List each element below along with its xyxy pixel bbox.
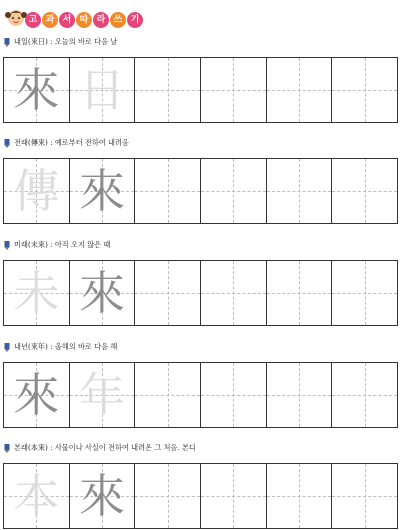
guide-line-horizontal [267, 191, 332, 192]
practice-section [0, 239, 400, 327]
tracing-character: 日 [79, 63, 125, 117]
guide-line-horizontal [201, 191, 266, 192]
logo-title-char: 서 [59, 12, 75, 28]
writing-cell[interactable] [201, 363, 267, 427]
pencil-icon [4, 139, 10, 148]
logo-title-char: 라 [93, 12, 109, 28]
model-character: 來 [13, 63, 60, 117]
guide-line-horizontal [135, 395, 200, 396]
writing-cell[interactable] [332, 261, 397, 325]
writing-cell[interactable] [332, 58, 397, 122]
writing-cell[interactable] [4, 464, 70, 528]
tracing-character: 本 [13, 469, 60, 523]
tracing-character: 傳 [13, 164, 60, 218]
writing-cell[interactable] [70, 58, 136, 122]
practice-section [0, 341, 400, 429]
guide-line-horizontal [267, 293, 332, 294]
writing-cell[interactable] [332, 159, 397, 223]
writing-cell[interactable] [201, 261, 267, 325]
guide-line-horizontal [332, 293, 397, 294]
writing-cell[interactable] [267, 261, 333, 325]
guide-line-horizontal [135, 293, 200, 294]
model-character: 來 [79, 469, 125, 523]
writing-cell[interactable] [267, 464, 333, 528]
pencil-icon [4, 241, 10, 250]
writing-cell[interactable] [135, 159, 201, 223]
guide-line-horizontal [267, 90, 332, 91]
guide-line-horizontal [267, 395, 332, 396]
writing-cell[interactable] [135, 464, 201, 528]
practice-section [0, 137, 400, 225]
writing-cell[interactable] [70, 159, 136, 223]
writing-cell[interactable] [267, 363, 333, 427]
writing-cell[interactable] [201, 159, 267, 223]
model-character: 來 [13, 368, 60, 422]
guide-line-horizontal [332, 90, 397, 91]
model-character: 來 [79, 164, 125, 218]
section-label: 내년(來年) : 올해의 바로 다음 해 [14, 342, 118, 351]
writing-cell[interactable] [135, 58, 201, 122]
section-label: 전래(傳來) : 예로부터 전하여 내려옴 [14, 138, 129, 147]
guide-line-horizontal [201, 496, 266, 497]
writing-cell[interactable] [267, 58, 333, 122]
logo-title-char: 고 [25, 12, 41, 28]
writing-grid [3, 362, 398, 428]
guide-line-horizontal [332, 496, 397, 497]
section-heading [4, 36, 117, 48]
logo-title-char: 따 [76, 12, 92, 28]
guide-line-horizontal [201, 395, 266, 396]
writing-cell[interactable] [332, 464, 397, 528]
section-heading [4, 137, 129, 149]
logo-title [25, 12, 143, 28]
writing-grid [3, 260, 398, 326]
section-label: 본래(本來) : 사물이나 사실이 전하여 내려온 그 처음. 본디 [14, 443, 196, 452]
practice-section [0, 36, 400, 124]
logo-title-char: 과 [42, 12, 58, 28]
pencil-icon [4, 444, 10, 453]
writing-grid [3, 158, 398, 224]
writing-cell[interactable] [70, 464, 136, 528]
guide-line-horizontal [201, 90, 266, 91]
guide-line-horizontal [332, 395, 397, 396]
guide-line-horizontal [201, 293, 266, 294]
practice-section [0, 442, 400, 530]
pencil-icon [4, 38, 10, 47]
tracing-character: 年 [79, 368, 125, 422]
girl-mascot-icon [5, 6, 27, 28]
guide-line-horizontal [135, 496, 200, 497]
guide-line-horizontal [267, 496, 332, 497]
guide-line-horizontal [135, 191, 200, 192]
writing-cell[interactable] [70, 261, 136, 325]
writing-cell[interactable] [201, 58, 267, 122]
logo-title-char: 쓰 [110, 12, 126, 28]
writing-cell[interactable] [4, 261, 70, 325]
logo-title-char: 기 [127, 12, 143, 28]
section-heading [4, 341, 117, 353]
writing-grid [3, 57, 398, 123]
section-label: 미래(未來) : 아직 오지 않은 때 [14, 240, 111, 249]
writing-cell[interactable] [4, 363, 70, 427]
guide-line-horizontal [135, 90, 200, 91]
guide-line-horizontal [332, 191, 397, 192]
pencil-icon [4, 343, 10, 352]
writing-cell[interactable] [70, 363, 136, 427]
writing-cell[interactable] [201, 464, 267, 528]
writing-grid [3, 463, 398, 529]
writing-cell[interactable] [135, 261, 201, 325]
writing-cell[interactable] [332, 363, 397, 427]
writing-cell[interactable] [4, 159, 70, 223]
section-heading [4, 239, 110, 251]
writing-cell[interactable] [135, 363, 201, 427]
writing-cell[interactable] [4, 58, 70, 122]
tracing-character: 未 [13, 266, 60, 320]
app-logo [5, 4, 140, 32]
writing-cell[interactable] [267, 159, 333, 223]
section-label: 내일(來日) : 오늘의 바로 다음 날 [14, 37, 118, 46]
model-character: 來 [79, 266, 125, 320]
section-heading [4, 442, 196, 454]
